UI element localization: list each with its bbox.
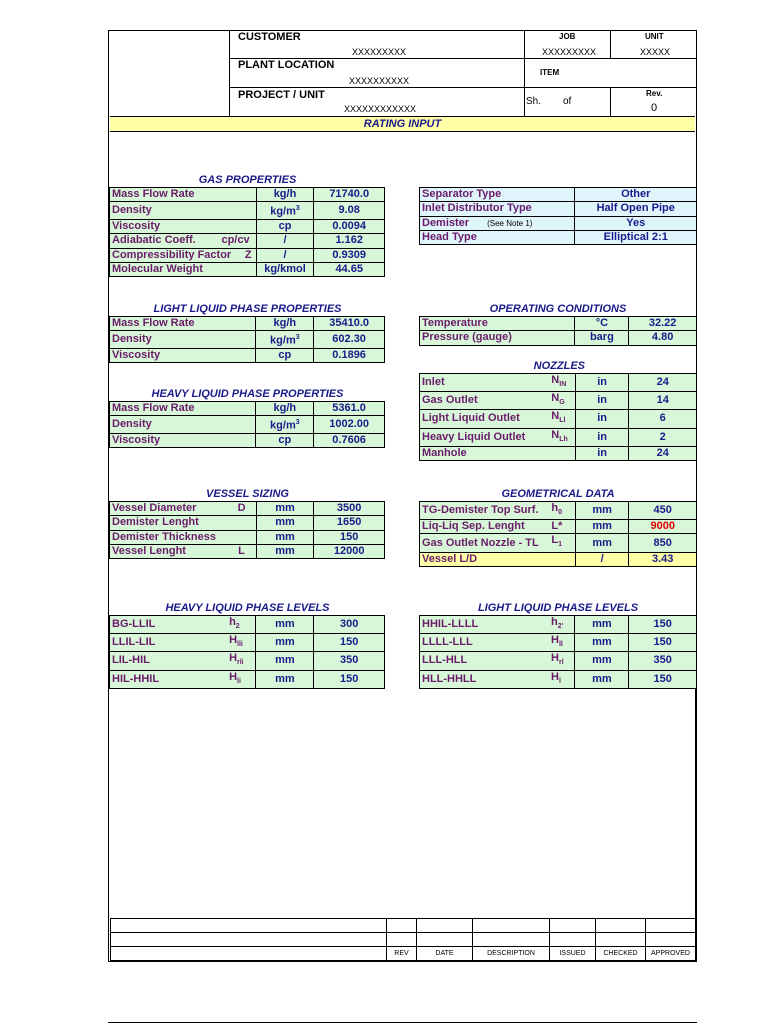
- row-symbol: $H_{lli}$: [227, 634, 256, 652]
- table-row: [420, 634, 697, 652]
- row-unit: mm: [256, 530, 314, 544]
- row-label: Demister (See Note 1): [420, 216, 575, 230]
- row-unit: mm: [256, 516, 314, 530]
- geometrical-data-table: [419, 501, 697, 567]
- customer-value: XXXXXXXXX: [352, 47, 407, 57]
- row-symbol: [549, 552, 575, 566]
- row-symbol: $h_{2'}$: [549, 616, 575, 634]
- row-value[interactable]: 1650: [314, 516, 385, 530]
- row-value[interactable]: 300: [314, 616, 385, 634]
- header-divider: [229, 30, 230, 116]
- table-row: [420, 216, 697, 230]
- row-label: Vessel L/D: [420, 552, 550, 566]
- row-label: HHIL-LLLL: [420, 616, 550, 634]
- nozzles-title: NOZZLES: [533, 360, 585, 372]
- row-label: Mass Flow Rate: [110, 402, 256, 416]
- row-symbol: [227, 516, 256, 530]
- row-label: Temperature: [420, 317, 575, 331]
- row-label: Demister Lenght: [110, 516, 228, 530]
- unit-value: XXXXX: [640, 47, 671, 57]
- table-row: [110, 188, 385, 202]
- table-row: [420, 428, 697, 446]
- row-unit: mm: [256, 652, 314, 670]
- row-value[interactable]: 350: [629, 652, 697, 670]
- row-unit: cp: [256, 219, 314, 233]
- row-unit: barg: [575, 331, 629, 345]
- table-row: [110, 544, 385, 558]
- table-row: [420, 392, 697, 410]
- approved-header: APPROVED: [646, 947, 696, 961]
- table-row: [110, 652, 385, 670]
- table-row: [110, 634, 385, 652]
- table-row: [110, 234, 385, 248]
- row-symbol: $H_{ll}$: [549, 634, 575, 652]
- row-symbol: $L_1$: [549, 534, 575, 552]
- row-value[interactable]: 3500: [314, 502, 385, 516]
- description-header: DESCRIPTION: [473, 947, 550, 961]
- table-row: [110, 433, 385, 447]
- row-symbol: $H_{rl}$: [549, 652, 575, 670]
- row-unit: $kg/m^3$: [256, 331, 314, 349]
- table-row: [110, 317, 385, 331]
- plant-label: PLANT LOCATION: [238, 59, 335, 71]
- issued-header: ISSUED: [550, 947, 596, 961]
- operating-conditions-title: OPERATING CONDITIONS: [489, 303, 627, 315]
- row-label: Pressure (gauge): [420, 331, 575, 345]
- row-unit: $kg/m^3$: [256, 416, 314, 434]
- row-label: LLL-HLL: [420, 652, 550, 670]
- table-row: [110, 416, 385, 434]
- table-row: [110, 219, 385, 233]
- row-value[interactable]: 71740.0: [314, 188, 385, 202]
- row-unit: kg/h: [256, 188, 314, 202]
- of-label: of: [563, 96, 572, 107]
- table-row: [110, 502, 385, 516]
- row-value[interactable]: 0.7606: [314, 433, 385, 447]
- row-unit: mm: [575, 502, 629, 520]
- row-label: Inlet Distributor Type: [420, 202, 575, 216]
- table-row: [110, 262, 385, 276]
- table-row: [420, 188, 697, 202]
- row-unit: cp: [256, 348, 314, 362]
- row-unit: kg/h: [256, 317, 314, 331]
- job-label: JOB: [559, 32, 576, 41]
- vessel-sizing-title: VESSEL SIZING: [206, 488, 289, 500]
- row-unit: in: [575, 446, 629, 460]
- page-title: RATING INPUT: [110, 116, 695, 132]
- row-unit: kg/kmol: [256, 262, 314, 276]
- row-label: Heavy Liquid Outlet: [420, 428, 550, 446]
- row-label: LLIL-LIL: [110, 634, 228, 652]
- row-unit: mm: [575, 616, 629, 634]
- table-row: [111, 919, 696, 933]
- row-symbol: $H_{li}$: [227, 670, 256, 688]
- header-divider: [229, 87, 525, 88]
- row-unit: in: [575, 410, 629, 428]
- row-symbol: L*: [549, 520, 575, 534]
- row-symbol: $N_G$: [549, 392, 575, 410]
- row-value[interactable]: 0.0094: [314, 219, 385, 233]
- separator-type-select[interactable]: Other: [575, 188, 697, 202]
- row-label: Viscosity: [110, 433, 256, 447]
- row-value[interactable]: 1.162: [314, 234, 385, 248]
- row-symbol: $h_2$: [227, 616, 256, 634]
- table-row: [420, 652, 697, 670]
- row-unit: mm: [256, 670, 314, 688]
- vessel-sizing-table: [109, 501, 385, 559]
- heavy-liquid-title: HEAVY LIQUID PHASE PROPERTIES: [151, 388, 344, 400]
- row-label: Molecular Weight: [110, 262, 257, 276]
- row-value[interactable]: 150: [629, 634, 697, 652]
- row-symbol: $N_{IN}$: [549, 374, 575, 392]
- row-unit: /: [575, 552, 629, 566]
- table-row: [110, 616, 385, 634]
- job-value: XXXXXXXXX: [542, 47, 597, 57]
- table-row: [110, 331, 385, 349]
- row-label: Vessel Diameter: [110, 502, 228, 516]
- row-label: Head Type: [420, 230, 575, 244]
- row-label: Separator Type: [420, 188, 575, 202]
- row-value[interactable]: 24: [629, 374, 697, 392]
- table-row: [420, 616, 697, 634]
- table-row: [420, 230, 697, 244]
- bottom-rule: [108, 1022, 697, 1023]
- table-row: [420, 520, 697, 534]
- inlet-distributor-select[interactable]: Half Open Pipe: [575, 202, 697, 216]
- project-label: PROJECT / UNIT: [238, 89, 325, 101]
- row-value[interactable]: 0.1896: [314, 348, 385, 362]
- row-value[interactable]: 44.65: [314, 262, 385, 276]
- table-row: [110, 516, 385, 530]
- row-unit: °C: [575, 317, 629, 331]
- row-label: Demister Thickness: [110, 530, 228, 544]
- light-liquid-title: LIGHT LIQUID PHASE PROPERTIES: [153, 303, 342, 315]
- row-label: LIL-HIL: [110, 652, 228, 670]
- row-label: Vessel Lenght: [110, 544, 228, 558]
- row-value[interactable]: 150: [314, 670, 385, 688]
- row-label: Viscosity: [110, 348, 256, 362]
- row-symbol: [227, 530, 256, 544]
- row-unit: mm: [575, 670, 629, 688]
- row-label: Adiabatic Coeff. cp/cv: [110, 234, 257, 248]
- row-value[interactable]: 6: [629, 410, 697, 428]
- row-value[interactable]: 12000: [314, 544, 385, 558]
- table-row: [420, 410, 697, 428]
- table-row: [420, 552, 697, 566]
- table-row: [110, 348, 385, 362]
- table-row: [420, 374, 697, 392]
- separator-table: [419, 187, 697, 245]
- row-label: Gas Outlet Nozzle - TL: [420, 534, 550, 552]
- table-row: [110, 248, 385, 262]
- row-unit: mm: [256, 544, 314, 558]
- gas-properties-table: [109, 187, 385, 277]
- unit-label: UNIT: [645, 32, 664, 41]
- row-value[interactable]: 0.9309: [314, 248, 385, 262]
- sheet-label: Sh.: [526, 96, 542, 107]
- light-levels-title: LIGHT LIQUID PHASE LEVELS: [477, 602, 639, 614]
- row-symbol: [549, 446, 575, 460]
- row-value[interactable]: 9.08: [314, 202, 385, 220]
- row-unit: mm: [575, 534, 629, 552]
- revision-block: [110, 918, 696, 961]
- row-symbol: L: [227, 544, 256, 558]
- row-value[interactable]: 2: [629, 428, 697, 446]
- row-label: Light Liquid Outlet: [420, 410, 550, 428]
- row-label: Density: [110, 331, 256, 349]
- row-value[interactable]: 150: [629, 670, 697, 688]
- row-unit: cp: [256, 433, 314, 447]
- row-value[interactable]: 4.80: [629, 331, 697, 345]
- customer-label: CUSTOMER: [238, 31, 301, 43]
- row-label: LLLL-LLL: [420, 634, 550, 652]
- row-value[interactable]: 150: [629, 616, 697, 634]
- row-label: Inlet: [420, 374, 550, 392]
- row-symbol: $h_0$: [549, 502, 575, 520]
- row-unit: in: [575, 392, 629, 410]
- row-value[interactable]: 602.30: [314, 331, 385, 349]
- row-symbol: $N_{Ll}$: [549, 410, 575, 428]
- row-value[interactable]: 350: [314, 652, 385, 670]
- rev-header: REV: [387, 947, 417, 961]
- rev-value: 0: [651, 102, 658, 114]
- header-divider: [610, 30, 611, 58]
- row-label: TG-Demister Top Surf.: [420, 502, 550, 520]
- light-liquid-table: [109, 316, 385, 363]
- row-value[interactable]: 850: [629, 534, 697, 552]
- nozzles-table: [419, 373, 697, 461]
- plant-value: XXXXXXXXXX: [349, 76, 410, 86]
- row-label: Mass Flow Rate: [110, 317, 256, 331]
- geometrical-data-title: GEOMETRICAL DATA: [501, 488, 615, 500]
- row-label: Manhole: [420, 446, 550, 460]
- row-unit: in: [575, 428, 629, 446]
- heavy-levels-table: [109, 615, 385, 689]
- row-label: Viscosity: [110, 219, 257, 233]
- row-unit: mm: [575, 652, 629, 670]
- row-label: BG-LLIL: [110, 616, 228, 634]
- demister-select[interactable]: Yes: [575, 216, 697, 230]
- row-symbol: $N_{Lh}$: [549, 428, 575, 446]
- row-unit: /: [256, 248, 314, 262]
- row-label: Mass Flow Rate: [110, 188, 257, 202]
- row-unit: mm: [575, 520, 629, 534]
- table-row: [111, 933, 696, 947]
- item-label: ITEM: [540, 68, 560, 77]
- row-value[interactable]: 9000: [629, 520, 697, 534]
- row-value[interactable]: 32.22: [629, 317, 697, 331]
- rev-label: Rev.: [646, 89, 663, 98]
- table-row: [110, 402, 385, 416]
- row-value[interactable]: 150: [314, 634, 385, 652]
- row-unit: $kg/m^3$: [256, 202, 314, 220]
- table-row: [110, 202, 385, 220]
- table-row: [420, 670, 697, 688]
- operating-conditions-table: [419, 316, 697, 346]
- table-row: [420, 502, 697, 520]
- row-label: Liq-Liq Sep. Lenght: [420, 520, 550, 534]
- divider: [695, 688, 696, 920]
- row-value[interactable]: 5361.0: [314, 402, 385, 416]
- date-header: DATE: [417, 947, 473, 961]
- heavy-levels-title: HEAVY LIQUID PHASE LEVELS: [165, 602, 330, 614]
- row-unit: mm: [256, 616, 314, 634]
- row-label: Density: [110, 416, 256, 434]
- row-value[interactable]: 1002.00: [314, 416, 385, 434]
- project-value: XXXXXXXXXXXX: [344, 104, 417, 114]
- row-label: HIL-HHIL: [110, 670, 228, 688]
- checked-header: CHECKED: [596, 947, 646, 961]
- head-type-select[interactable]: Elliptical 2:1: [575, 230, 697, 244]
- row-unit: mm: [256, 502, 314, 516]
- table-row: [111, 947, 696, 961]
- row-label: Density: [110, 202, 257, 220]
- row-value[interactable]: 150: [314, 530, 385, 544]
- table-row: [420, 331, 697, 345]
- row-unit: mm: [575, 634, 629, 652]
- header-divider: [524, 30, 525, 116]
- row-unit: mm: [256, 634, 314, 652]
- row-symbol: D: [227, 502, 256, 516]
- row-value[interactable]: 450: [629, 502, 697, 520]
- row-unit: /: [256, 234, 314, 248]
- row-value[interactable]: 35410.0: [314, 317, 385, 331]
- header-divider: [524, 87, 697, 88]
- row-symbol: $H_{rli}$: [227, 652, 256, 670]
- row-label: Compressibility Factor Z: [110, 248, 257, 262]
- table-row: [110, 530, 385, 544]
- table-row: [420, 202, 697, 216]
- row-label: HLL-HHLL: [420, 670, 550, 688]
- row-unit: kg/h: [256, 402, 314, 416]
- row-value[interactable]: 24: [629, 446, 697, 460]
- gas-properties-title: GAS PROPERTIES: [198, 174, 297, 186]
- table-row: [420, 317, 697, 331]
- table-row: [110, 670, 385, 688]
- heavy-liquid-table: [109, 401, 385, 448]
- header-divider: [524, 58, 697, 59]
- row-symbol: $H_l$: [549, 670, 575, 688]
- row-value[interactable]: 14: [629, 392, 697, 410]
- row-unit: in: [575, 374, 629, 392]
- table-row: [420, 534, 697, 552]
- header-divider: [610, 87, 611, 116]
- row-value: 3.43: [629, 552, 697, 566]
- row-label: Gas Outlet: [420, 392, 550, 410]
- light-levels-table: [419, 615, 697, 689]
- table-row: [420, 446, 697, 460]
